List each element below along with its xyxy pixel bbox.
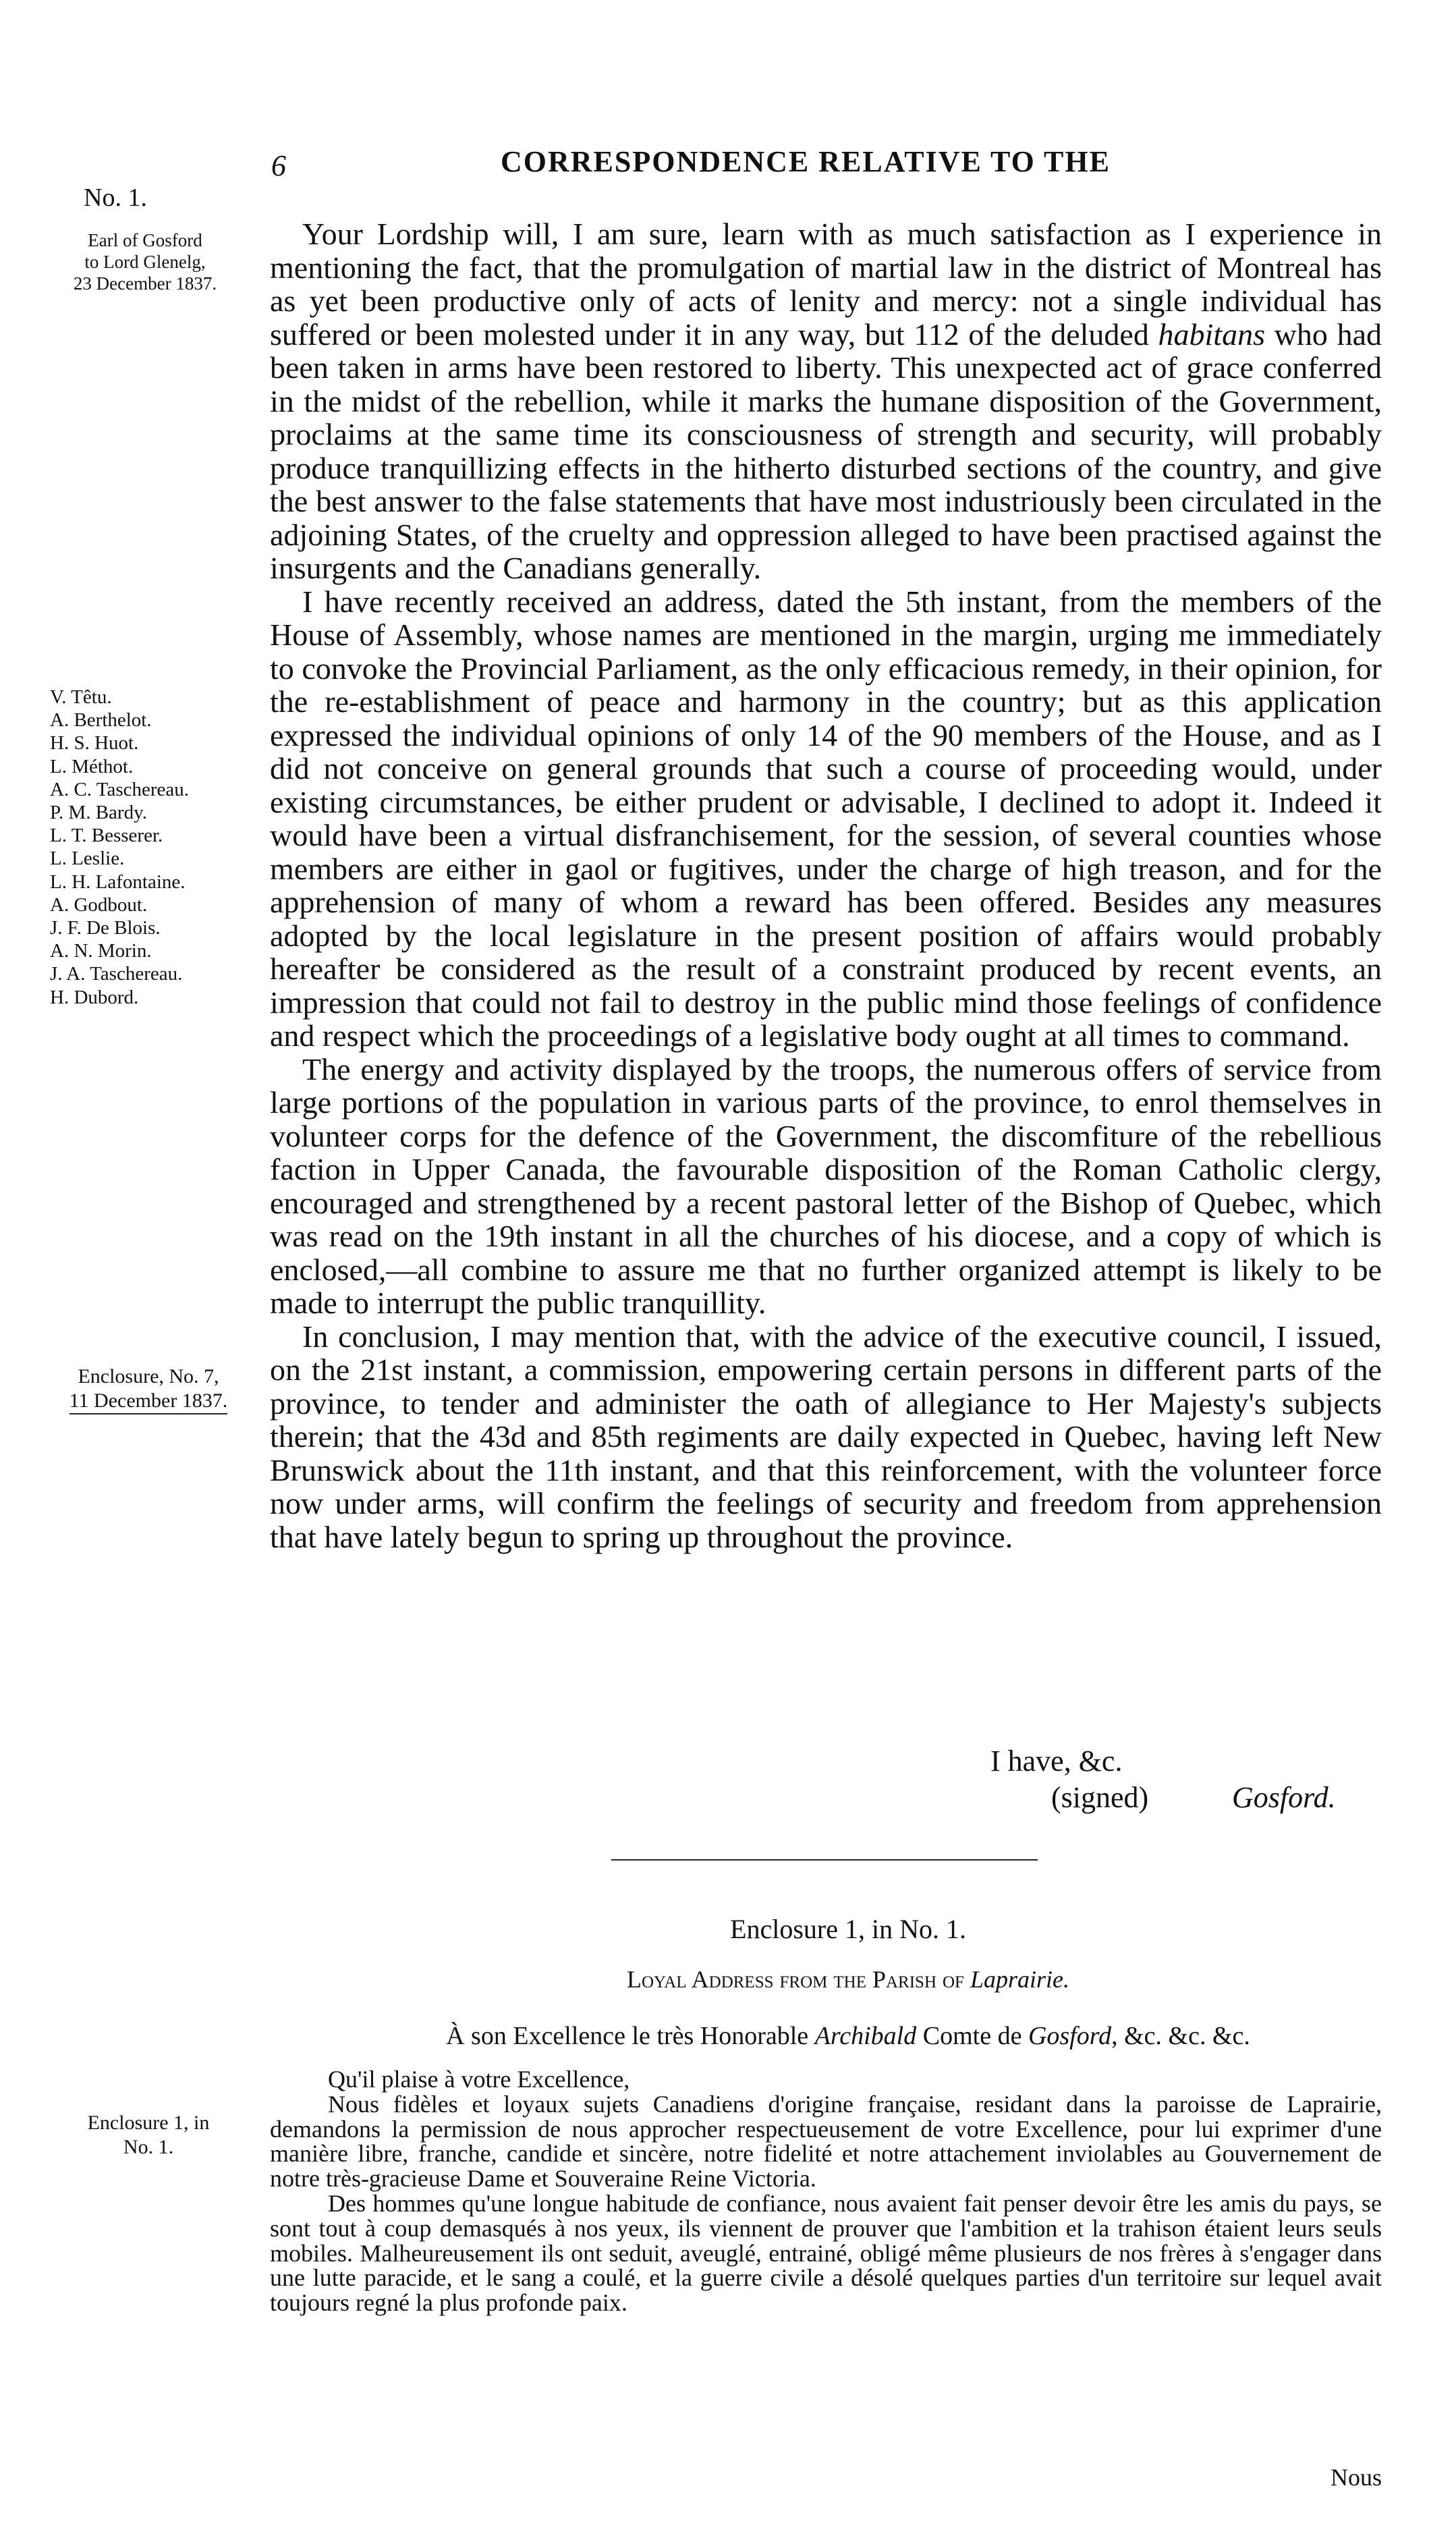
margin-dispatch-note bbox=[40, 229, 250, 294]
signature: Gosford. bbox=[1232, 1781, 1336, 1814]
paragraph bbox=[270, 217, 1382, 585]
salutation: Qu'il plaise à votre Excellence, bbox=[328, 2066, 630, 2093]
enclosure-subtitle bbox=[0, 1965, 1456, 1993]
margin-enclosure-7 bbox=[47, 1365, 250, 1414]
paragraph: I have recently received an address, dated the 5th instant, from the members of the House of Assembly, whose names are mentioned in the margin, urging me immediately to convoke the Provincial Parliament, as the only efficacious remedy, in their opinion, for the re-establishment of peace and harmony in the country; but as this application expressed the individual opinions of only 14 of the 90 members of the House, and as I did not conceive on general grounds that such a course of proceeding would, under existing circumstances, be either prudent or advisable, I declined to adopt it. Indeed it would have been a virtual disfranchisement, for the session, of several counties whose members are either in gaol or fugitives, under the charge of high treason, and for the apprehension of many of whom a reward has been offered. Besides any measures adopted by the local legislature in the present position of affairs would probably hereafter be considered as the result of a constraint produced by recent events, an impression that could not fail to destroy in the public mind those feelings of confidence and respect which the proceedings of a legislative body ought at all times to command. bbox=[270, 584, 1382, 1053]
paragraph: In conclusion, I may mention that, with the advice of the executive council, I issued, on the 21st instant, a commission, empowering certain persons in different parts of the province, to tender and administer the oath of allegiance to Her Majesty's subjects therein; that the 43d and 85th regiments are daily expected in Quebec, having left New Brunswick about the 11th instant, and that this reinforcement, with the volunteer force now under arms, will confirm the feelings of security and freedom from apprehension that have lately begun to spring up throughout the province. bbox=[270, 1319, 1382, 1554]
member-name: V. Têtu. bbox=[50, 686, 112, 708]
member-name: J. A. Taschereau. bbox=[50, 963, 183, 985]
member-name: A. N. Morin. bbox=[50, 940, 152, 962]
italic-term: habitans bbox=[1158, 316, 1265, 352]
paragraph-text: Your Lordship will, I am sure, learn with as much satisfaction as I experience in mentioning the fact, that the promulgation of martial law in the district of Montreal has as yet been productive only of acts of lenity and mercy: not a single individual has suffered or been molested under it in any way, but 112 of the deluded bbox=[270, 217, 1382, 352]
member-name: J. F. De Blois. bbox=[50, 917, 161, 939]
running-head: CORRESPONDENCE RELATIVE TO THE bbox=[501, 145, 1111, 178]
address-text: Comte de bbox=[916, 2022, 1028, 2050]
member-name: A. Godbout. bbox=[50, 893, 148, 916]
section-divider bbox=[611, 1859, 1038, 1861]
subtitle-text: Loyal Address from the Parish of bbox=[626, 1966, 970, 1993]
enclosure-title: Enclosure 1, in No. 1. bbox=[730, 1914, 966, 1944]
member-name: L. H. Lafontaine. bbox=[50, 871, 186, 893]
member-name: L. T. Besserer. bbox=[50, 825, 163, 847]
member-name: P. M. Bardy. bbox=[50, 802, 147, 824]
margin-enclosure-line: 11 December 1837. bbox=[69, 1389, 228, 1414]
address-text: , &c. &c. &c. bbox=[1111, 2022, 1250, 2050]
paragraph: Nous fidèles et loyaux sujets Canadiens d'origine française, residant dans la paroisse de Laprairie, demandons la permission de nous approcher respectueusement de votre Excellence, pour lui exprimer d'une manière libre, franche, candide et sincère, notre fidelité et notre attachement inviolables au Gouvernement de notre très-gracieuse Dame et Souveraine Reine Victoria. bbox=[270, 2090, 1382, 2193]
address-line bbox=[0, 2021, 1456, 2051]
member-name: L. Méthot. bbox=[50, 755, 134, 777]
member-name: H. S. Huot. bbox=[50, 732, 139, 754]
margin-enclosure-line: Enclosure, No. 7, bbox=[78, 1365, 219, 1387]
margin-dispatch-line: to Lord Glenelg, bbox=[84, 252, 206, 272]
member-name: A. C. Taschereau. bbox=[50, 778, 190, 800]
member-name: A. Berthelot. bbox=[50, 709, 152, 732]
address-text: À son Excellence le très Honorable bbox=[446, 2022, 815, 2050]
closing: I have, &c. bbox=[990, 1744, 1123, 1778]
member-name: L. Leslie. bbox=[50, 848, 125, 870]
signed-label: (signed) bbox=[1051, 1781, 1149, 1814]
margin-member-list bbox=[50, 686, 189, 1009]
letter-body bbox=[270, 217, 1382, 1553]
margin-doc-number: No. 1. bbox=[84, 184, 147, 212]
margin-dispatch-line: Earl of Gosford bbox=[88, 230, 202, 250]
paragraph: Des hommes qu'une longue habitude de confiance, nous avaient fait penser devoir être les amis du pays, se sont tout à coup demasqués à nos yeux, ils viennent de prouver que l'ambition et la trahison étaient leurs seuls mobiles. Malheureusement ils ont seduit, aveuglé, entrainé, obligé même plusieurs de nos frères à s'engager dans une lutte paracide, et le sang a coulé, et la guerre civile a désolé quelques parties d'un territoire sur lequel avait toujours regné la plus profonde paix. bbox=[270, 2189, 1382, 2317]
address-name: Archibald bbox=[814, 2022, 917, 2050]
paragraph: The energy and activity displayed by the troops, the numerous offers of service from large portions of the population in various parts of the province, to enrol themselves in volunteer corps for the defence of the Government, the discomfiture of the rebellious faction in Upper Canada, the favourable disposition of the Roman Catholic clergy, encouraged and strengthened by a recent pastoral letter of the Bishop of Quebec, which was read on the 19th instant in all the churches of his diocese, and a copy of which is enclosed,—all combine to assure me that no further organized attempt is likely to be made to interrupt the public tranquillity. bbox=[270, 1051, 1382, 1320]
member-name: H. Dubord. bbox=[50, 986, 139, 1008]
address-name: Gosford bbox=[1028, 2022, 1112, 2050]
margin-enclosure-1 bbox=[61, 2111, 236, 2159]
french-address-body bbox=[270, 2067, 1382, 2315]
catchword: Nous bbox=[1330, 2464, 1382, 2491]
page-number: 6 bbox=[271, 149, 286, 182]
subtitle-place: Laprairie. bbox=[970, 1966, 1069, 1993]
margin-enclosure-line: Enclosure 1, in bbox=[87, 2112, 210, 2134]
paragraph-text: who had been taken in arms have been restored to liberty. This unexpected act of grace conferred in the midst of the rebellion, while it marks the humane disposition of the Government, proclaims at the same time its consciousness of strength and security, will probably produce tranquillizing effects in the hitherto disturbed sections of the country, and give the best answer to the false statements that have most industriously been circulated in the adjoining States, of the cruelty and oppression alleged to have been practised against the insurgents and the Canadians generally. bbox=[270, 316, 1382, 585]
margin-enclosure-line: No. 1. bbox=[123, 2136, 174, 2158]
margin-dispatch-line: 23 December 1837. bbox=[73, 273, 217, 294]
